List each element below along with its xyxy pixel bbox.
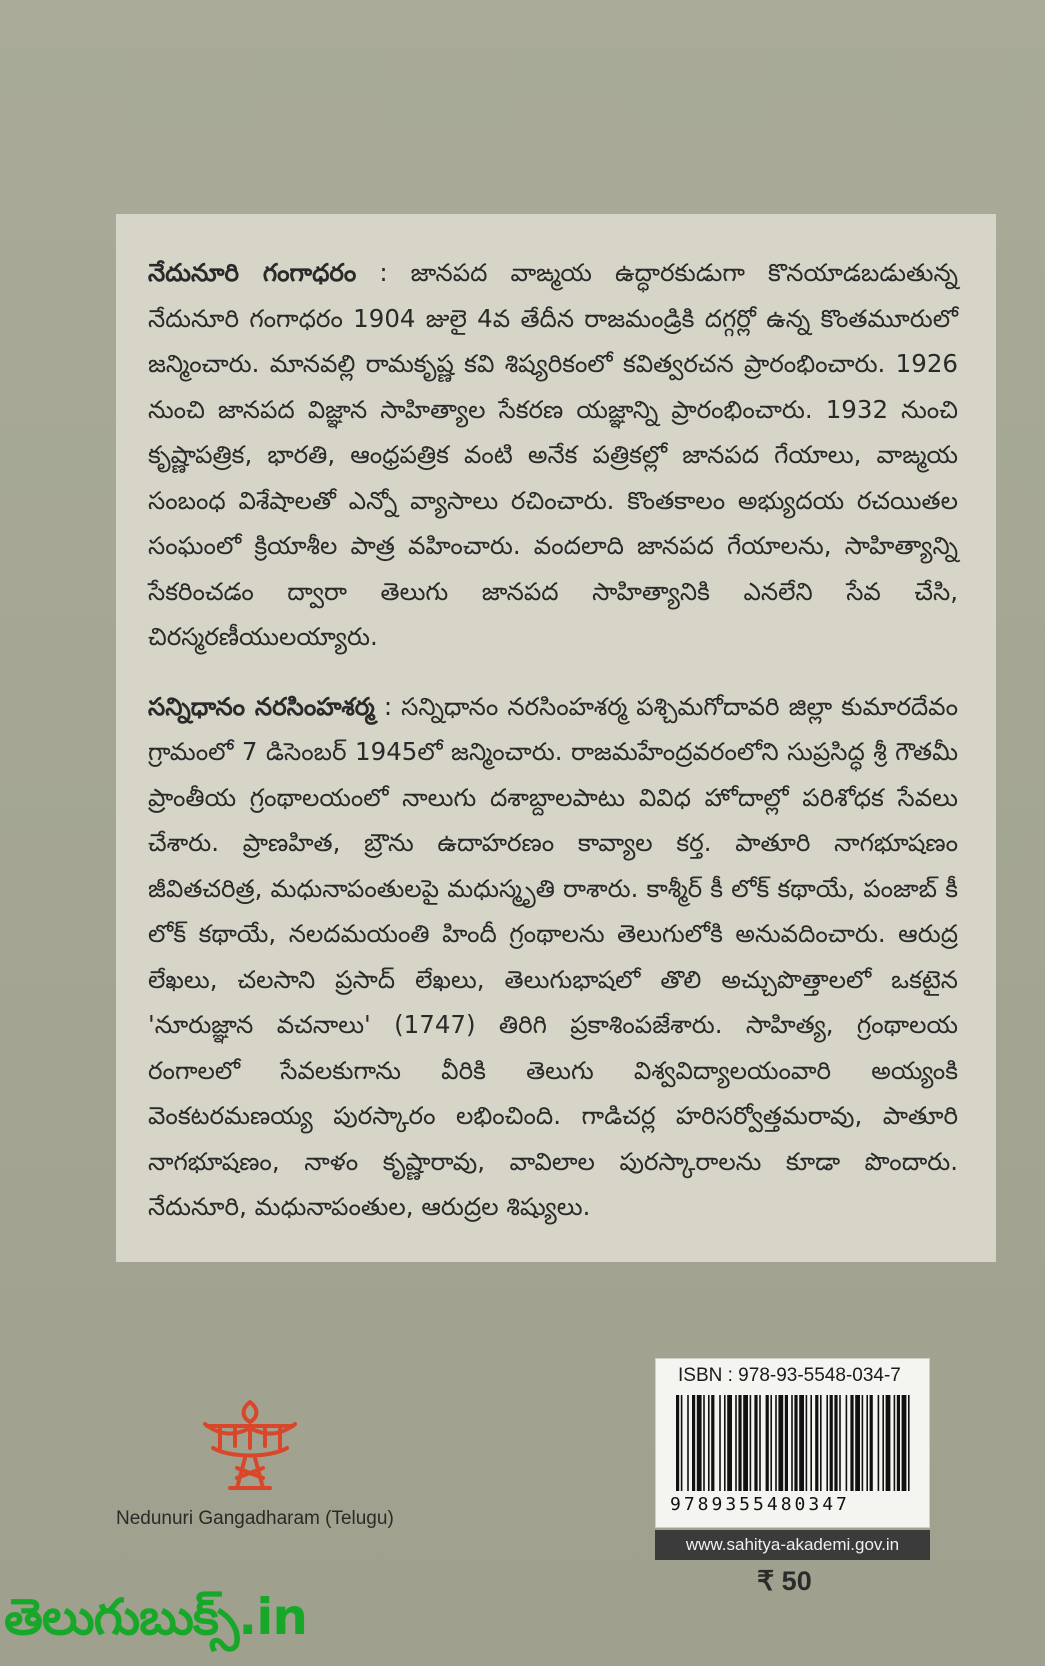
barcode-bar [775, 1395, 777, 1491]
barcode-bar [681, 1395, 683, 1491]
barcode-bar [894, 1395, 896, 1491]
barcode-bar [785, 1395, 788, 1491]
bio-paragraph-sannidhanam [148, 684, 958, 1230]
barcode-bar [878, 1395, 880, 1491]
price-label: ₹ 50 [757, 1566, 812, 1596]
barcode-bar [770, 1395, 772, 1491]
barcode-bar [908, 1395, 910, 1491]
barcode-bar [754, 1395, 757, 1491]
barcode-bar [834, 1395, 837, 1491]
barcode-bar [897, 1395, 900, 1491]
author-bio-panel [116, 214, 996, 1262]
barcode-bar [766, 1395, 769, 1491]
barcode-bar [719, 1395, 721, 1491]
barcode-bar [846, 1395, 848, 1491]
barcode-bar [750, 1395, 752, 1491]
lamp-logo-svg [185, 1396, 315, 1506]
barcode-bar [810, 1395, 812, 1491]
barcode-bar [692, 1395, 695, 1491]
barcode-bar [759, 1395, 761, 1491]
barcode-icon [674, 1395, 914, 1491]
barcode-bar [839, 1395, 841, 1491]
barcode-bar [791, 1395, 793, 1491]
sahitya-akademi-logo-icon [185, 1396, 315, 1506]
barcode-bar [676, 1395, 679, 1491]
publisher-website: www.sahitya-akademi.gov.in [655, 1530, 930, 1560]
barcode-bar [870, 1395, 873, 1491]
barcode-bar [724, 1395, 726, 1491]
barcode-digits: 9789355480347 [670, 1494, 850, 1515]
barcode-bar [697, 1395, 702, 1491]
barcode-bar [735, 1395, 737, 1491]
bio-text-sannidhanam: : సన్నిధానం నరసింహశర్మ పశ్చిమగోదావరి జిల్లా కుమారదేవం గ్రామంలో 7 డిసెంబర్ 1945లో జన్మించారు. రాజమహేంద్రవరంలోని సుప్రసిద్ధ శ్రీ గౌతమీ ప్రాంతీయ గ్రంథాలయంలో నాలుగు దశాబ్దాలపాటు వివిధ హోదాల్లో పరిశోధక సేవలు చేశారు. ప్రాణహిత, బ్రౌను ఉదాహరణం కావ్యాల కర్త. పాతూరి నాగభూషణం జీవితచరిత్ర, మధునాపంతులపై మధుస్మృతి రాశారు. కాశ్మీర్ కీ లోక్ కథాయే, పంజాబ్ కీ లోక్ కథాయే, నలదమయంతి హిందీ గ్రంథాలను తెలుగులోకి అనువదించారు. ఆరుద్ర లేఖలు, చలసాని ప్రసాద్ లేఖలు, తెలుగుభాషలో తొలి అచ్చుపొత్తాలలో ఒకటైన 'నూరుజ్ఞాన వచనాలు' (1747) తిరిగి ప్రకాశింపజేశారు. సాహిత్య, గ్రంథాలయ రంగాలలో సేవలకుగాను వీరికి తెలుగు విశ్వవిద్యాలయంవారి అయ్యంకి వెంకటరమణయ్య పురస్కారం లభించింది. గాడిచర్ల హరిసర్వోత్తమరావు, పాతూరి నాగభూషణం, నాళం కృష్ణారావు, వావిలాల పురస్కారాలను కూడా పొందారు. నేదునూరి, మధునాపంతుల, ఆరుద్రల శిష్యులు. [148, 691, 958, 1221]
barcode-bar [850, 1395, 853, 1491]
barcode-bar [687, 1395, 689, 1491]
isbn-label: ISBN : 978-93-5548-034-7 [678, 1365, 901, 1386]
watermark-logo: తెలుగుబుక్స్.in [4, 1588, 308, 1646]
barcode-bar [727, 1395, 732, 1491]
barcode-bar [778, 1395, 783, 1491]
barcode-bar [820, 1395, 822, 1491]
series-title: Nedunuri Gangadharam (Telugu) [116, 1508, 394, 1529]
barcode-bar [902, 1395, 907, 1491]
barcode-bar [711, 1395, 714, 1491]
barcode-bar [830, 1395, 833, 1491]
barcode-bar [708, 1395, 710, 1491]
bio-paragraph-nedunuri [148, 250, 958, 660]
barcode-panel [655, 1358, 930, 1528]
barcode-bar [882, 1395, 884, 1491]
barcode-bar [862, 1395, 864, 1491]
bio-name-nedunuri: నేదునూరి గంగాధరం [148, 258, 357, 287]
barcode-bar [886, 1395, 891, 1491]
barcode-bar [815, 1395, 818, 1491]
barcode-bar [826, 1395, 828, 1491]
barcode-bar [743, 1395, 748, 1491]
barcode-bar [703, 1395, 705, 1491]
barcode-bar [866, 1395, 868, 1491]
bio-text-nedunuri: : జానపద వాఙ్మయ ఉద్ధారకుడుగా కొనయాడబడుతున్న నేదునూరి గంగాధరం 1904 జులై 4వ తేదీన రాజమండ్రికి దగ్గర్లో ఉన్న కొంతమూరులో జన్మించారు. మానవల్లి రామకృష్ణ కవి శిష్యరికంలో కవిత్వరచన ప్రారంభించారు. 1926 నుంచి జానపద విజ్ఞాన సాహిత్యాల సేకరణ యజ్ఞాన్ని ప్రారంభించారు. 1932 నుంచి కృష్ణాపత్రిక, భారతి, ఆంధ్రపత్రిక వంటి అనేక పత్రికల్లో జానపద గేయాలు, వాఙ్మయ సంబంధ విశేషాలతో ఎన్నో వ్యాసాలు రచించారు. కొంతకాలం అభ్యుదయ రచయితల సంఘంలో క్రియాశీల పాత్ర వహించారు. వందలాది జానపద గేయాలను, సాహిత్యాన్ని సేకరించడం ద్వారా తెలుగు జానపద సాహిత్యానికి ఎనలేని సేవ చేసి, చిరస్మరణీయులయ్యారు. [148, 258, 958, 651]
barcode-bar [738, 1395, 741, 1491]
barcode-bar [794, 1395, 797, 1491]
barcode-bar [799, 1395, 804, 1491]
bio-name-sannidhanam: సన్నిధానం నరసింహశర్మ [148, 691, 375, 721]
barcode-bar [806, 1395, 808, 1491]
barcode-bar [855, 1395, 860, 1491]
